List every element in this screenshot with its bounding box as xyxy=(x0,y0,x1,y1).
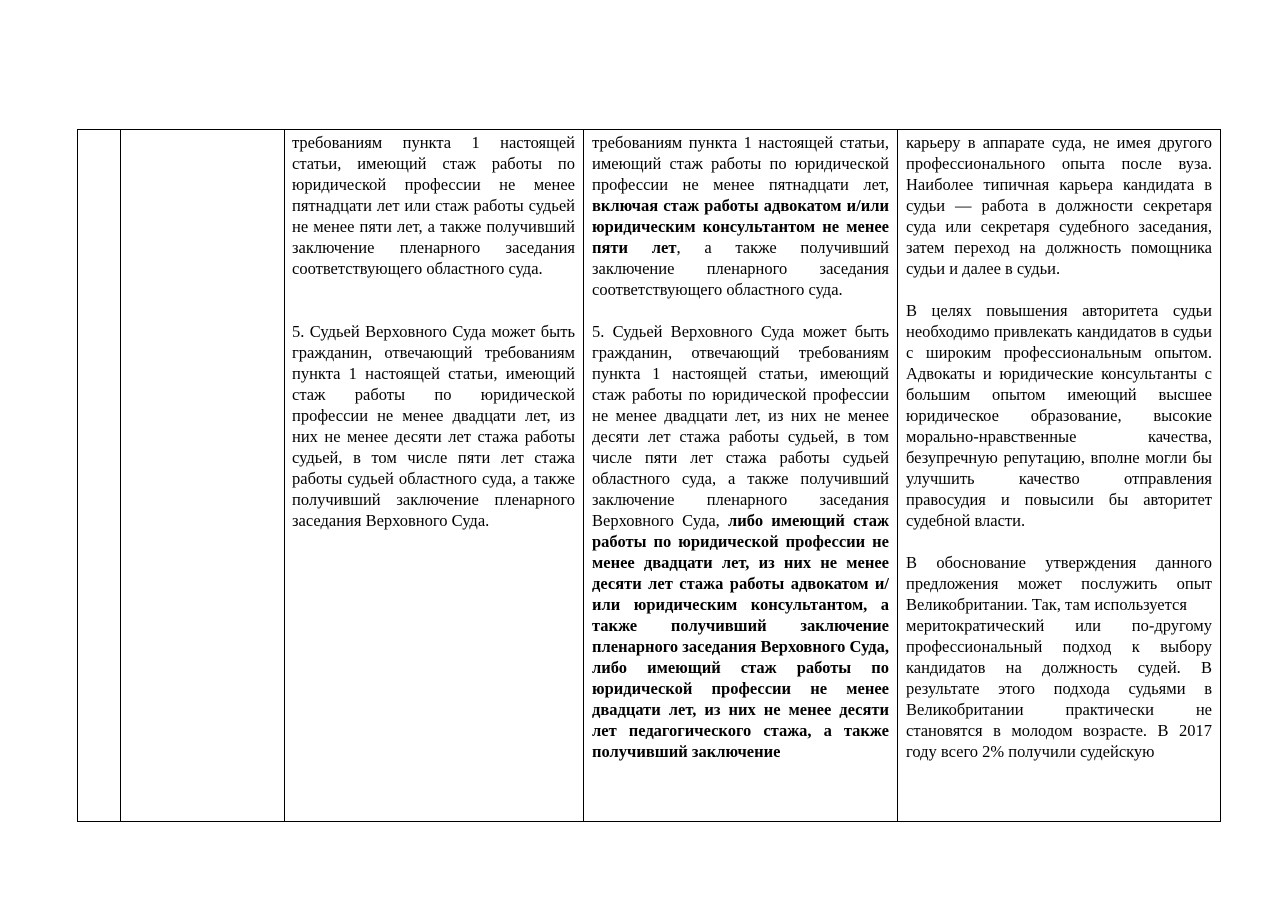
cell-current-text xyxy=(285,130,584,822)
proposed-text-plain: , а также получивший заключение пленарного заседания соответствующего областного суда. xyxy=(592,238,889,299)
cell-number xyxy=(78,130,121,822)
cell-article xyxy=(121,130,285,822)
document-table xyxy=(77,129,1221,822)
proposed-text-plain: 5. Судьей Верховного Суда может быть гражданин, отвечающий требованиям пункта 1 настоящей статьи, имеющий стаж работы по юридической профессии не менее двадцати лет, из них не менее десяти лет стажа работы судьей, в том числе пяти лет стажа работы судьей областного суда, а также получивший заключение пленарного заседания Верховного Суда, xyxy=(592,322,889,530)
cell-justification xyxy=(898,130,1221,822)
justification-paragraph-1: карьеру в аппарате суда, не имея другого профессионального опыта после вуза. Наиболее типичная карьера кандидата в судьи — работа в должности секретаря суда или секретаря судебного заседания, затем переход на должность помощника судьи и далее в судьи. xyxy=(906,133,1212,278)
justification-paragraph-2: В целях повышения авторитета судьи необходимо привлекать кандидатов в судьи с широким профессиональным опытом. Адвокаты и юридические консультанты с большим опытом имеющий высшее юридическое образование, высокие морально-нравственные качества, безупречную репутацию, вполне могли бы улучшить качество отправления правосудия и повысили бы авторитет судебной власти. xyxy=(906,301,1212,530)
proposed-text-bold: включая стаж работы адвокатом и/или юридическим консультантом не менее пяти лет xyxy=(592,196,889,257)
proposed-text-plain: требованиям пункта 1 настоящей статьи, имеющий стаж работы по юридической профессии не менее пятнадцати лет, xyxy=(592,133,889,194)
proposed-text-bold: либо имеющий стаж работы по юридической профессии не менее двадцати лет, из них не менее десяти лет стажа работы адвокатом и/или юридическим консультантом, а также получивший заключение пленарного заседания Верховного Суда, либо имеющий стаж работы по юридической профессии не менее двадцати лет, из них не менее десяти лет педагогического стажа, а также получивший заключение xyxy=(592,511,889,761)
table-row xyxy=(78,130,1221,822)
justification-paragraph-3a: В обоснование утверждения данного предложения может послужить опыт Великобритании. Так, там используется xyxy=(906,553,1212,614)
proposed-text-paragraph-1 xyxy=(592,132,889,300)
current-text-paragraph-2: 5. Судьей Верховного Суда может быть гражданин, отвечающий требованиям пункта 1 настоящей статьи, имеющий стаж работы по юридической профессии не менее двадцати лет, из них не менее десяти лет стажа работы судьей, в том числе пяти лет стажа работы судьей областного суда, а также получивший заключение пленарного заседания Верховного Суда. xyxy=(292,322,575,530)
proposed-text-paragraph-2 xyxy=(592,321,889,762)
cell-proposed-text xyxy=(584,130,898,822)
current-text-paragraph-1: требованиям пункта 1 настоящей статьи, имеющий стаж работы по юридической профессии не менее пятнадцати лет или стаж работы судьей не менее пяти лет, а также получивший заключение пленарного заседания соответствующего областного суда. xyxy=(292,133,575,278)
justification-paragraph-3b: меритократический или по-другому профессиональный подход к выбору кандидатов на должность судей. В результате этого подхода судьями в Великобритании практически не становятся в молодом возрасте. В 2017 году всего 2% получили судейскую xyxy=(906,616,1212,761)
